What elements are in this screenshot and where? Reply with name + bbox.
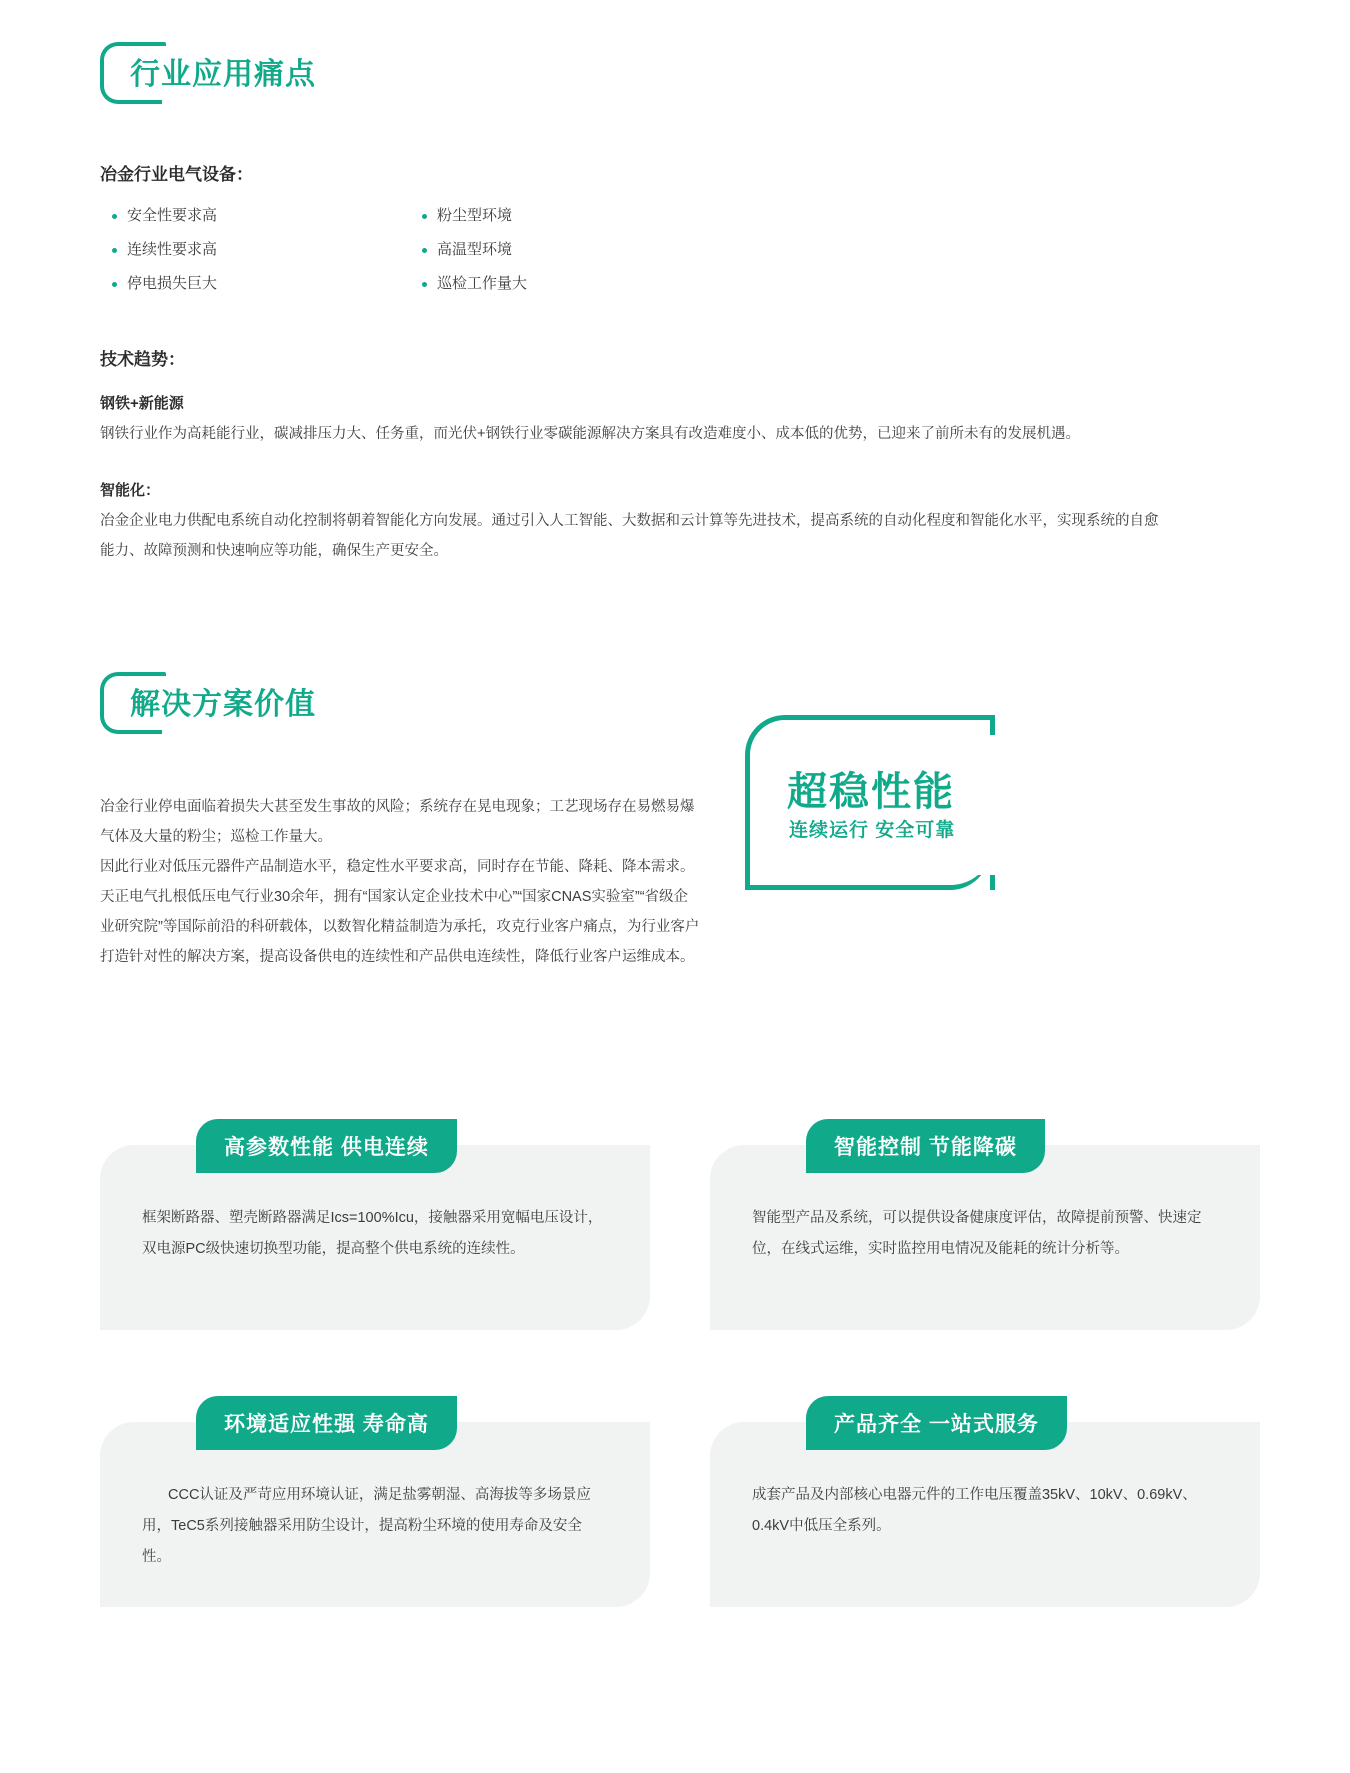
page-title-solution-value: 解决方案价值 [130,688,316,721]
tech-trend-group [100,345,1250,566]
list-item [422,233,732,267]
bullet-dot-icon [112,282,117,287]
section-pain-points [100,42,1250,566]
list-item [422,267,732,301]
pain-points-column-left [112,199,422,301]
section-solution-value [100,672,1250,972]
list-item-label: 连续性要求高 [127,241,218,258]
value-card-environment [100,1413,650,1607]
bullet-dot-icon [112,248,117,253]
tech-trend-item-heading: 智能化： [100,482,161,499]
section-header-solution-value [100,672,1250,742]
list-item-label: 安全性要求高 [127,207,218,224]
section-header-pain-points [100,42,1250,112]
tech-trend-label: 技术趋势： [100,350,185,369]
solution-value-text [100,792,700,972]
bullet-dot-icon [422,214,427,219]
value-card-full-product-line [710,1413,1260,1607]
tech-trend-item-body: 冶金企业电力供配电系统自动化控制将朝着智能化方向发展。通过引入人工智能、大数据和云计算等先进技术，提高系统的自动化程度和智能化水平，实现系统的自愈能力、故障预测和快速响应等功能，确保生产更安全。 [100,513,1159,559]
list-item [112,267,422,301]
bullet-dot-icon [422,282,427,287]
tech-trend-item-intelligent [100,479,1250,566]
solution-value-paragraph-1: 冶金行业停电面临着损失大甚至发生事故的风险；系统存在晃电现象；工艺现场存在易燃易爆气体及大量的粉尘；巡检工作量大。 [100,799,695,845]
value-card-grid [100,1136,1260,1699]
brand-badge [745,715,1005,895]
card-row-1 [100,1136,1260,1330]
list-item [112,233,422,267]
bullet-dot-icon [422,248,427,253]
list-item [112,199,422,233]
value-card-smart-control [710,1136,1260,1330]
badge-main-text: 超稳性能 [787,770,955,814]
pain-points-column-right [422,199,732,301]
pain-points-group-label: 冶金行业电气设备： [100,165,253,184]
list-item-label: 高温型环境 [437,241,513,258]
card-row-2 [100,1413,1260,1607]
list-item [422,199,732,233]
value-card-title: 产品齐全 一站式服务 [806,1396,1067,1450]
value-card-title: 环境适应性强 寿命高 [196,1396,457,1450]
value-card-body: 成套产品及内部核心电器元件的工作电压覆盖35kV、10kV、0.69kV、0.4kV中低压全系列。 [752,1487,1197,1534]
list-item-label: 停电损失巨大 [127,275,218,292]
pain-points-group [100,160,1250,301]
pain-points-bullet-columns [112,199,732,301]
badge-sub-text: 连续运行 安全可靠 [789,820,956,841]
value-card-title: 高参数性能 供电连续 [196,1119,457,1173]
bullet-dot-icon [112,214,117,219]
tech-trend-item-energy [100,392,1250,449]
value-card-title: 智能控制 节能降碳 [806,1119,1045,1173]
list-item-label: 巡检工作量大 [437,275,528,292]
page-title-pain-points: 行业应用痛点 [130,58,316,91]
tech-trend-item-body: 钢铁行业作为高耗能行业，碳减排压力大、任务重，而光伏+钢铁行业零碳能源解决方案具有改造难度小、成本低的优势，已迎来了前所未有的发展机遇。 [100,426,1080,442]
solution-value-paragraph-2: 因此行业对低压元器件产品制造水平，稳定性水平要求高，同时存在节能、降耗、降本需求。天正电气扎根低压电气行业30余年，拥有“国家认定企业技术中心”“国家CNAS实验室”“省级企业研究院”等国际前沿的科研载体，以数智化精益制造为承托，攻克行业客户痛点，为行业客户打造针对性的解决方案，提高设备供电的连续性和产品供电连续性，降低行业客户运维成本。 [100,859,700,965]
value-card-body: 框架断路器、塑壳断路器满足Ics=100%Icu，接触器采用宽幅电压设计，双电源PC级快速切换型功能，提高整个供电系统的连续性。 [142,1210,603,1257]
value-card-body: CCC认证及严苛应用环境认证，满足盐雾朝湿、高海拔等多场景应用，TeC5系列接触器采用防尘设计，提高粉尘环境的使用寿命及安全性。 [142,1487,591,1565]
list-item-label: 粉尘型环境 [437,207,513,224]
value-card-body: 智能型产品及系统，可以提供设备健康度评估，故障提前预警、快速定位，在线式运维，实时监控用电情况及能耗的统计分析等。 [752,1210,1202,1257]
tech-trend-item-heading: 钢铁+新能源 [100,395,184,412]
value-card-high-performance [100,1136,650,1330]
